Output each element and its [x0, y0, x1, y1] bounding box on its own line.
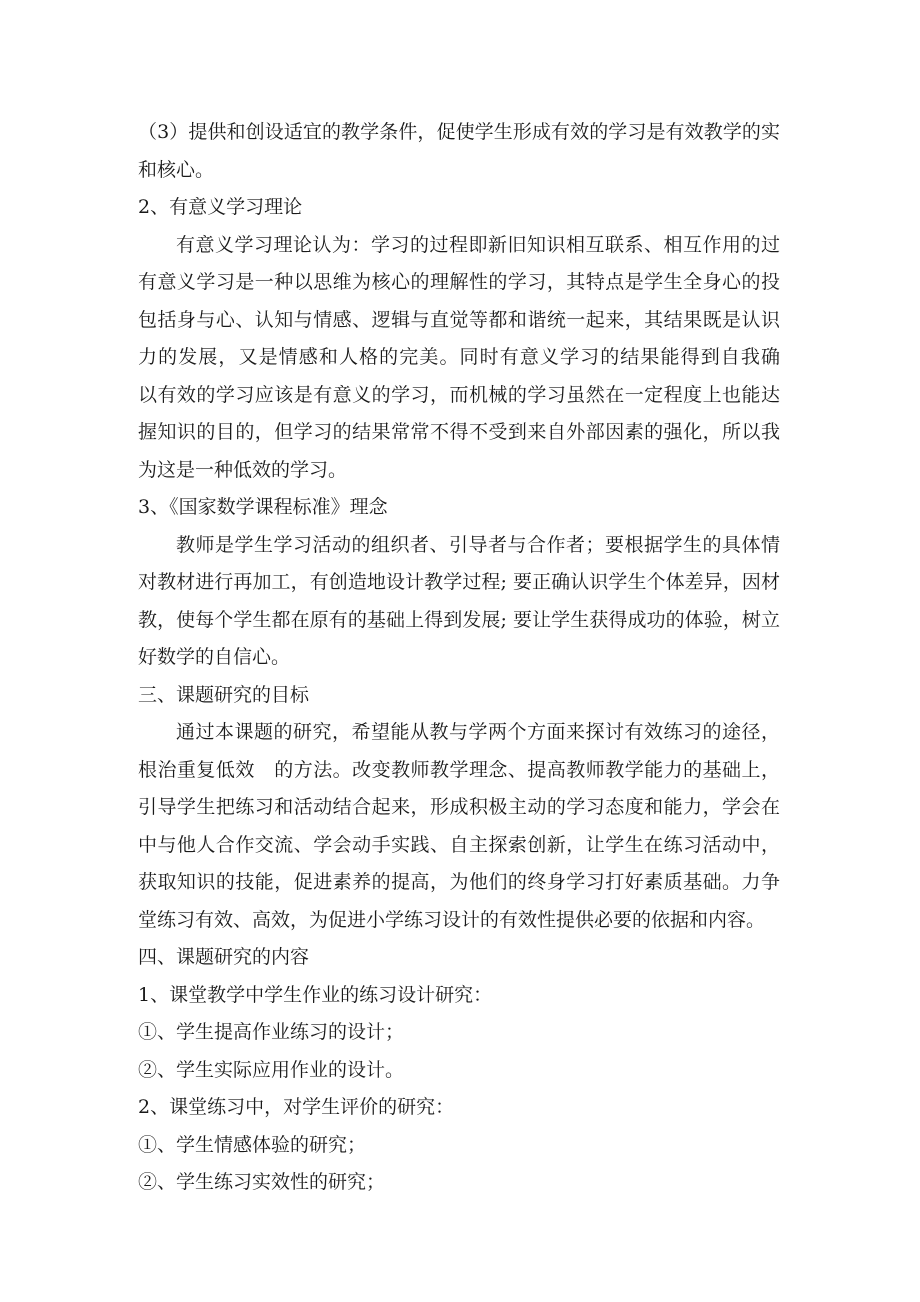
section-heading-line: 2、课堂练习中，对学生评价的研究：: [138, 1096, 455, 1118]
paragraph-line: 有意义学习是一种以思维为核心的理解性的学习，其特点是学生全身心的投: [138, 271, 780, 293]
section-heading-line: 四、课题研究的内容: [138, 946, 310, 968]
paragraph-line: 堂练习有效、高效，为促进小学练习设计的有效性提供必要的依据和内容。: [138, 908, 766, 931]
section-heading-line: ①、学生提高作业练习的设计；: [138, 1021, 405, 1043]
paragraph-line: 力的发展，又是情感和人格的完美。同时有意义学习的结果能得到自我确: [138, 346, 780, 368]
paragraph-line: （3）提供和创设适宜的教学条件，促使学生形成有效的学习是有效教学的实: [138, 121, 780, 143]
paragraph-line: 握知识的目的，但学习的结果常常不得不受到来自外部因素的强化，所以我: [138, 421, 780, 443]
paragraph-line: 对教材进行再加工，有创造地设计教学过程; 要正确认识学生个体差异，因材: [138, 571, 780, 593]
section-heading-line: 3、《国家数学课程标准》理念: [138, 496, 388, 518]
section-heading-line: ②、学生实际应用作业的设计。: [138, 1058, 405, 1081]
paragraph-line: 包括身与心、认知与情感、逻辑与直觉等都和谐统一起来，其结果既是认识: [138, 308, 780, 331]
section-heading-line: ②、学生练习实效性的研究；: [138, 1171, 386, 1193]
paragraph-line: 引导学生把练习和活动结合起来，形成积极主动的学习态度和能力，学会在: [138, 796, 780, 818]
paragraph-line: 有意义学习理论认为：学习的过程即新旧知识相互联系、相互作用的过: [176, 233, 780, 256]
document-body: [138, 114, 780, 1202]
paragraph-line: 教师是学生学习活动的组织者、引导者与合作者；要根据学生的具体情: [176, 533, 780, 556]
paragraph-line: 和核心。: [138, 158, 215, 181]
paragraph-line: 根治重复低效 的方法。改变教师教学理念、提高教师教学能力的基础上，: [138, 758, 780, 781]
section-heading-line: 三、课题研究的目标: [138, 683, 310, 706]
paragraph-line: 中与他人合作交流、学会动手实践、自主探索创新，让学生在练习活动中，: [138, 833, 780, 856]
paragraph-line: 以有效的学习应该是有意义的学习，而机械的学习虽然在一定程度上也能达: [138, 383, 780, 406]
paragraph-line: 为这是一种低效的学习。: [138, 458, 348, 481]
section-heading-line: 2、有意义学习理论: [138, 196, 303, 218]
section-heading-line: 1、课堂教学中学生作业的练习设计研究：: [138, 983, 493, 1006]
section-heading-line: ①、学生情感体验的研究；: [138, 1133, 367, 1156]
paragraph-line: 教，使每个学生都在原有的基础上得到发展; 要让学生获得成功的体验，树立: [138, 608, 780, 631]
paragraph-line: 通过本课题的研究，希望能从教与学两个方面来探讨有效练习的途径，: [176, 721, 780, 743]
paragraph-line: 好数学的自信心。: [138, 646, 291, 668]
paragraph-line: 获取知识的技能，促进素养的提高，为他们的终身学习打好素质基础。力争: [138, 871, 780, 893]
